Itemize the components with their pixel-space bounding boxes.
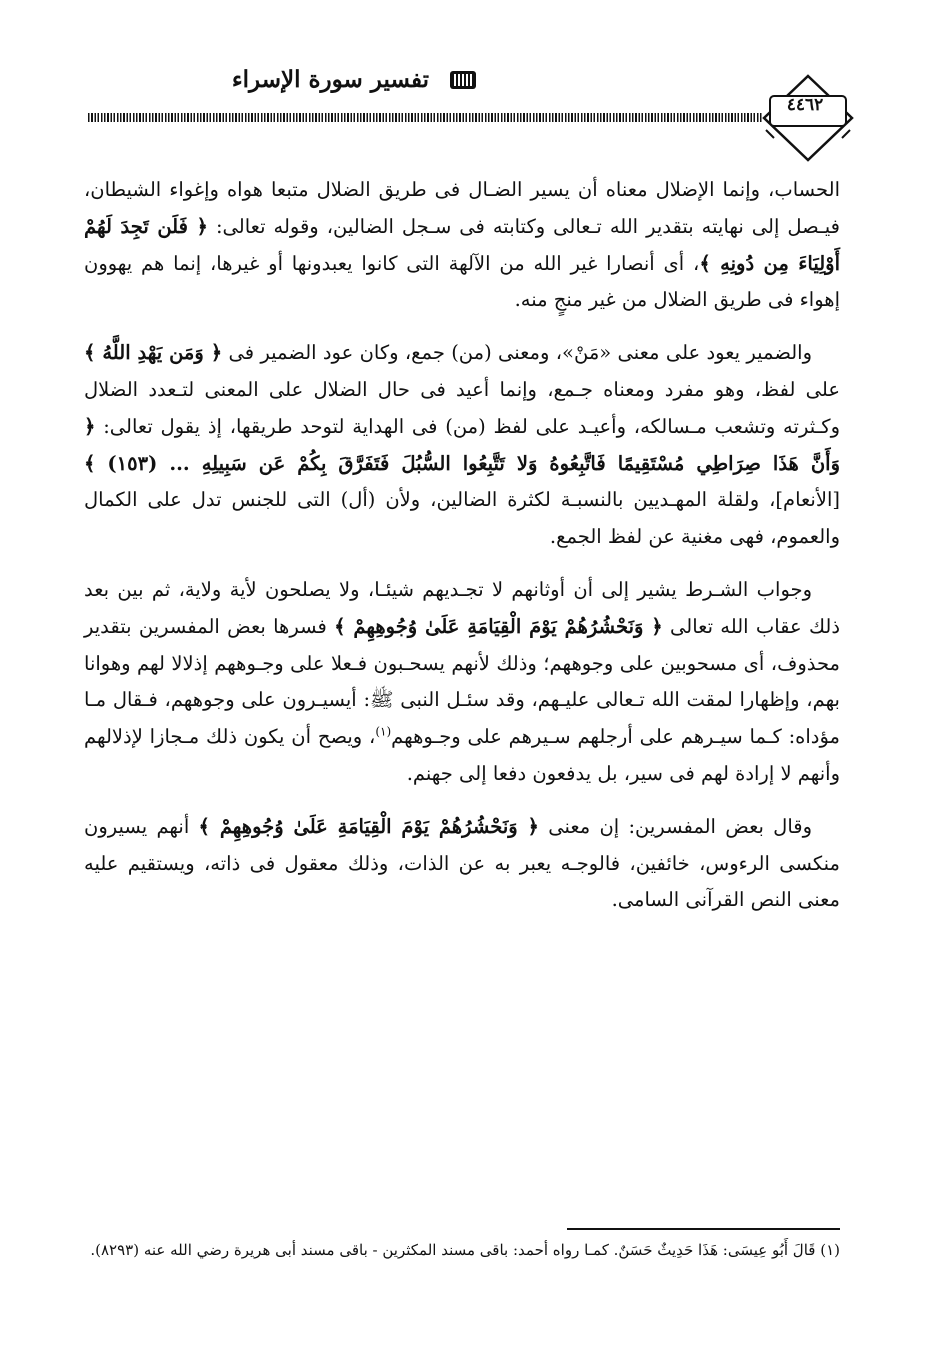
text-run: والضمير يعود على معنى «مَنْ»، ومعنى (من) جمع، وكان عود الضمير فى: [228, 341, 813, 365]
footnote-separator: [567, 1228, 840, 1230]
page-number: ٤٤٦٢: [786, 95, 824, 115]
quran-quote: ﴿ وَأَنَّ هَذَا صِرَاطِي مُسْتَقِيمًا فَاتَّبِعُوهُ وَلا تَتَّبِعُوا السُّبُلَ فَتَفَرَّقَ بِكُمْ عَن سَبِيلِهِ ... (١٥٣) ﴾: [84, 414, 840, 475]
paragraph-2: [84, 335, 840, 556]
quran-quote: ﴿ وَمَن يَهْدِ اللَّهُ ﴾: [84, 341, 223, 365]
running-header-title: تفسير سورة الإسراء: [231, 66, 429, 93]
paragraph-3: [84, 572, 840, 793]
quran-quote: ﴿ وَنَحْشُرُهُمْ يَوْمَ الْقِيَامَةِ عَلَىٰ وُجُوهِهِمْ ﴾: [198, 814, 539, 838]
footnote-reference[interactable]: (١): [375, 724, 392, 739]
quran-quote: ﴿ وَنَحْشُرُهُمْ يَوْمَ الْقِيَامَةِ عَلَىٰ وُجُوهِهِمْ ﴾: [334, 614, 663, 638]
text-run: على لفظ، وهو مفرد ومعناه جـمع، وإنما أعيد فى حال الضلال على المعنى لتـعدد الضلال وكـثرته وتشعب مـسالكه، وأعيـد على لفظ (من) فى الهداية لتوحد طريقها، إذ يقول تعالى:: [84, 377, 840, 438]
text-run: وقال بعض المفسرين: إن معنى: [548, 814, 813, 838]
text-run: [الأنعام]، ولقلة المهـديين بالنسبـة لكثرة الضالين، ولأن (أل) التى للجنس تدل على الكمال والعموم، فهى مغنية عن لفظ الجمع.: [84, 488, 840, 549]
footnote-text: (١) قَالَ أَبُو عِيسَى: هَذَا حَدِيثٌ حَسَنٌ. كمـا رواه أحمد: باقى مسند المكثرين - باقى مسند أبى هريرة رضي الله عنه (٨٢٩٣).: [90, 1241, 840, 1259]
text-run: ، أى أنصارا غير الله من الآلهة التى كانوا يعبدونها أو غيرها، إنما هم يهوون إهواء فى طريق الضلال من غير منجٍ منه.: [84, 251, 840, 312]
header-ornament-icon: [448, 69, 478, 91]
paragraph-4: [84, 809, 840, 919]
paragraph-1: [84, 172, 840, 319]
header-decorative-rule: [88, 113, 762, 122]
page-number-diamond-icon: [760, 72, 856, 162]
text-run: وجواب الشـرط يشير إلى أن أوثانهم لا تجـديهم شيئـا، ولا يصلحون لأية ولاية، ثم بين بعد ذلك عقاب الله تعالى: [84, 577, 841, 638]
text-run: فسرها بعض المفسرين بتقدير محذوف، أى مسحوبين على وجوههم؛ وذلك لأنهم يسحـبون فـعلا على وجـوههم إذلالا لهم وهوانا بهم، وإظهارا لمقت الله تـعالى عليـهم، وقد سئـل النبى ﷺ: أيسيـرون على وجوههم، فـقال مـا مؤداه: كـما سيـرهم على أرجلهم سـيرهم على وجـوههم: [84, 614, 840, 749]
text-run: أنهم يسيرون منكسى الرءوس، خائفين، فالوجـه يعبر به عن الذات، وذلك معقول فى ذاته، ويستقيم عليه معنى النص القرآنى السامى.: [84, 814, 840, 912]
quran-quote: ﴿ فَلَن تَجِدَ لَهُمْ أَوْلِيَاءَ مِن دُونِهِ ﴾: [84, 214, 840, 275]
text-run: الحساب، وإنما الإضلال معناه أن يسير الضـال فى طريق الضلال متبعا هواه وإغواء الشيطان، فيـصل إلى نهايته بتقدير الله تـعالى وكتابته فى سـجل الضالين، وقوله تعالى:: [84, 178, 840, 238]
main-text: [84, 172, 840, 935]
text-run: ، ويصح أن يكون ذلك مـجازا لإذلالهم وأنهم لا إرادة لهم فى سير، بل يدفعون دفعا إلى جهنم.: [84, 725, 840, 785]
